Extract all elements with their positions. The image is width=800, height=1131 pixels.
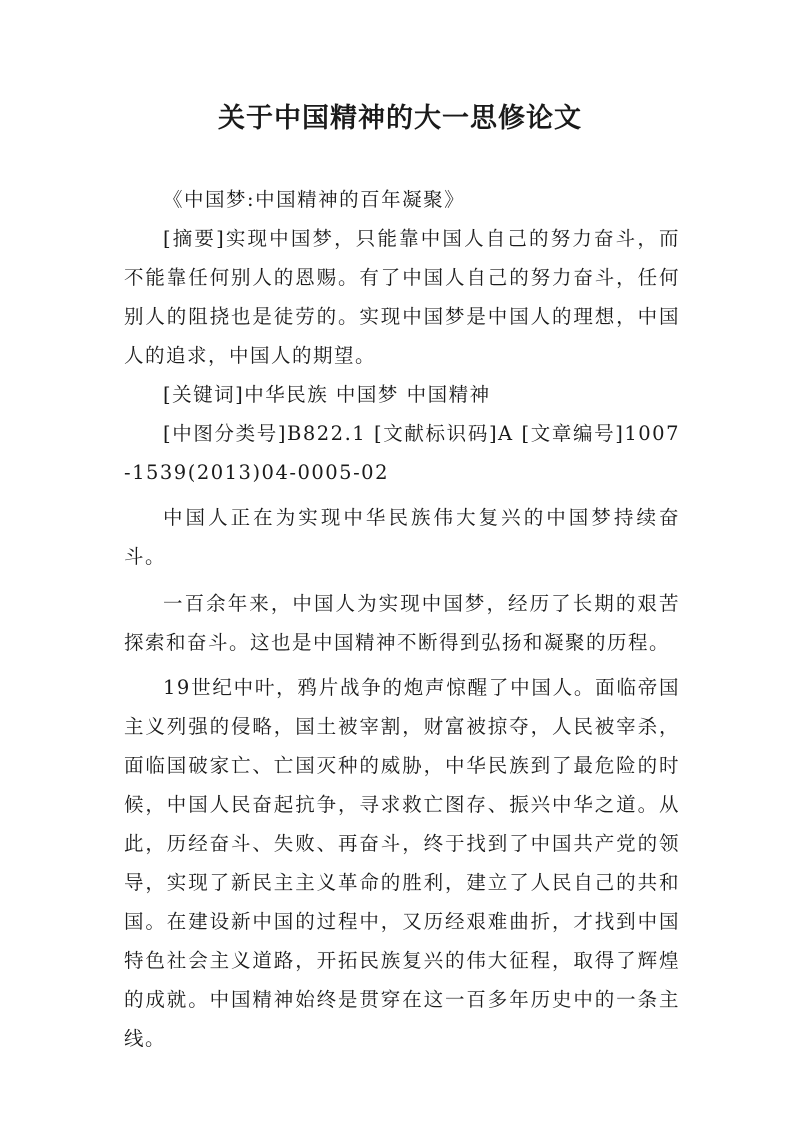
document-title: 关于中国精神的大一思修论文 [218, 103, 582, 134]
body-paragraph: 中国人正在为实现中华民族伟大复兴的中国梦持续奋斗。 [124, 506, 680, 568]
classification-paragraph: [中图分类号]B822.1 [文献标识码]A [文章编号]1007-1539(2013)04-0005-02 [124, 422, 680, 484]
article-reference: 《中国梦:中国精神的百年凝聚》 [163, 188, 466, 211]
abstract-paragraph: [摘要]实现中国梦，只能靠中国人自己的努力奋斗，而不能靠任何别人的恩赐。有了中国人自己的努力奋斗，任何别人的阻挠也是徒劳的。实现中国梦是中国人的理想，中国人的追求，中国人的期望。 [124, 227, 680, 367]
document-body [124, 180, 680, 1058]
body-paragraph: 19世纪中叶，鸦片战争的炮声惊醒了中国人。面临帝国主义列强的侵略，国土被宰割，财富被掠夺，人民被宰杀，面临国破家亡、亡国灭种的威胁，中华民族到了最危险的时候，中国人民奋起抗争，寻求救亡图存、振兴中华之道。从此，历经奋斗、失败、再奋斗，终于找到了中国共产党的领导，实现了新民主主义革命的胜利，建立了人民自己的共和国。在建设新中国的过程中，又历经艰难曲折，才找到中国特色社会主义道路，开拓民族复兴的伟大征程，取得了辉煌的成就。中国精神始终是贯穿在这一百多年历史中的一条主线。 [124, 676, 680, 1050]
keywords-paragraph: [关键词]中华民族 中国梦 中国精神 [163, 383, 491, 406]
body-paragraph: 一百余年来，中国人为实现中国梦，经历了长期的艰苦探索和奋斗。这也是中国精神不断得到弘扬和凝聚的历程。 [124, 592, 680, 654]
